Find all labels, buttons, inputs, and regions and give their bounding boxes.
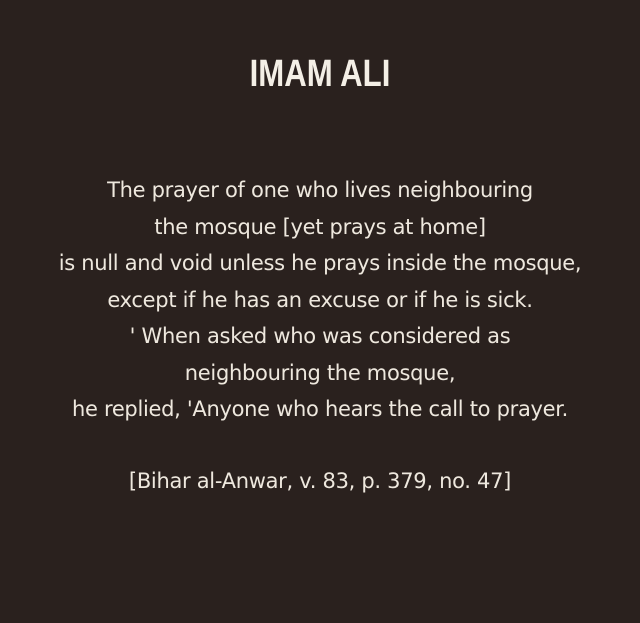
quote-line: except if he has an excuse or if he is sick. — [107, 287, 533, 312]
quote-title: IMAM ALI — [249, 53, 391, 95]
quote-line: neighbouring the mosque, — [184, 360, 456, 385]
quote-line: The prayer of one who lives neighbouring — [107, 178, 533, 202]
quote-line: he replied, 'Anyone who hears the call to prayer. — [71, 397, 569, 421]
quote-line: is null and void unless he prays inside the mosque, — [58, 251, 582, 275]
quote-line: ' When asked who was considered as — [129, 324, 511, 348]
quote-source: [Bihar al-Anwar, v. 83, p. 379, no. 47] — [128, 469, 512, 493]
quote-line: the mosque [yet prays at home] — [154, 214, 486, 239]
quote-text — [0, 172, 640, 428]
